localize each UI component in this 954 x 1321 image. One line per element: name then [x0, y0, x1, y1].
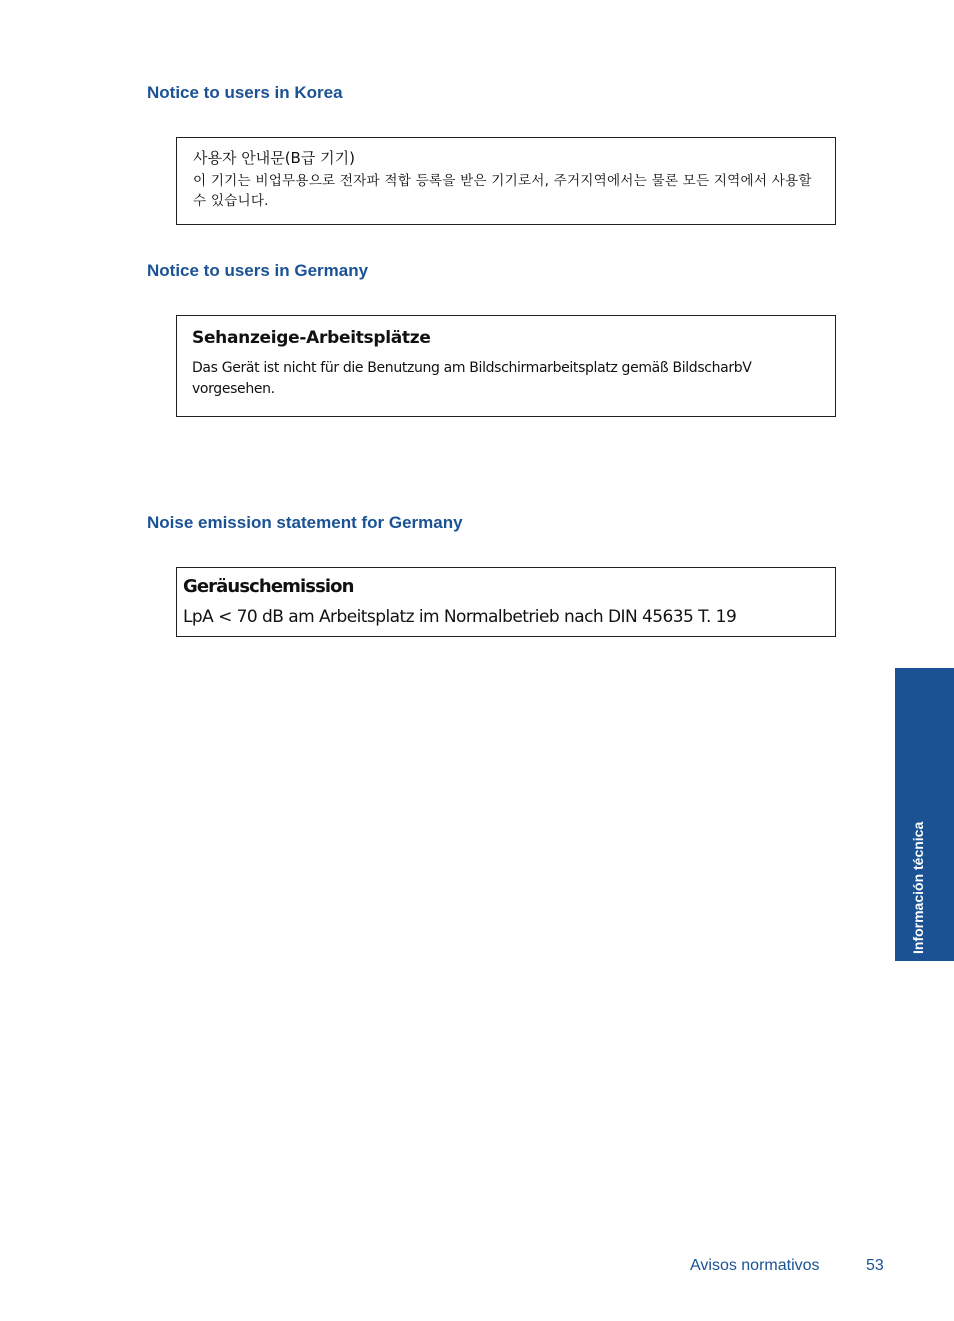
chapter-side-tab-label: Información técnica: [910, 821, 926, 954]
germany-notice-title: Sehanzeige-Arbeitsplätze: [192, 328, 431, 348]
germany-notice-body: Das Gerät ist nicht für die Benutzung am Bildschirmarbeitsplatz gemäß BildscharbV vorgesehen.: [192, 360, 752, 397]
heading-germany-notice: Notice to users in Germany: [147, 261, 369, 280]
korea-notice-body: 이 기기는 비업무용으로 전자파 적합 등록을 받은 기기로서, 주거지역에서는 물론 모든 지역에서 사용할 수 있습니다.: [193, 173, 812, 209]
korea-notice-box: [176, 137, 836, 225]
footer-section-name: Avisos normativos: [690, 1257, 820, 1274]
germany-notice-box: [176, 315, 836, 417]
noise-emission-body: LpA < 70 dB am Arbeitsplatz im Normalbetrieb nach DIN 45635 T. 19: [183, 607, 737, 627]
korea-notice-title: 사용자 안내문(B급 기기): [193, 149, 355, 167]
heading-korea-notice: Notice to users in Korea: [147, 83, 343, 102]
footer-page-number: 53: [866, 1257, 884, 1274]
heading-noise-emission: Noise emission statement for Germany: [147, 513, 463, 532]
noise-emission-box: [176, 567, 836, 637]
noise-emission-title: Geräuschemission: [183, 576, 354, 597]
